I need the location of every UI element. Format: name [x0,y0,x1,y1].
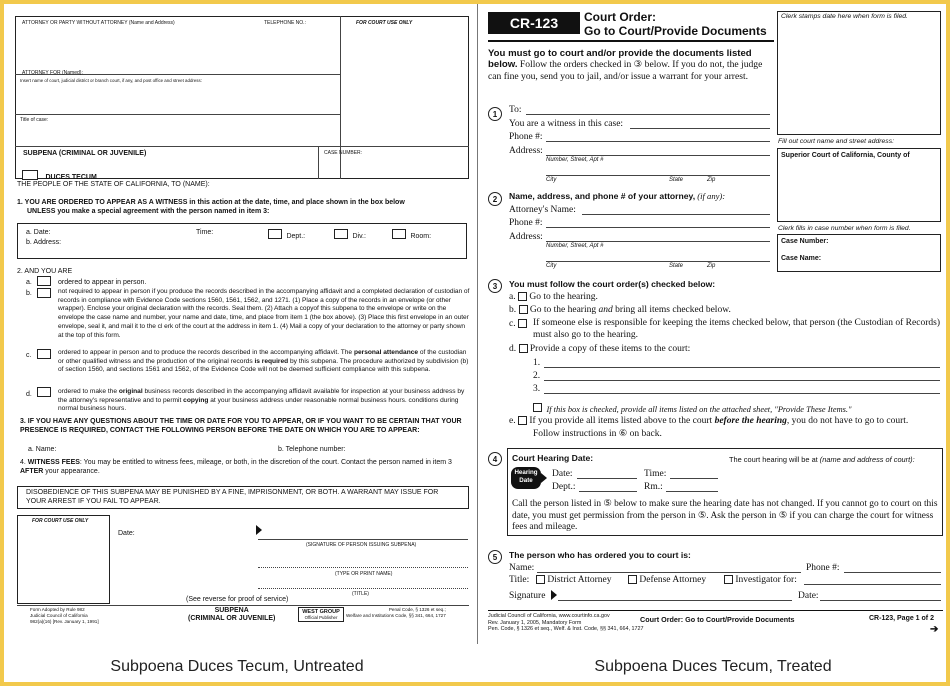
attorney-for-label: ATTORNEY FOR (Named): [22,70,83,76]
item-2-label: 2. [533,371,541,381]
zip-hint-1: Zip [707,177,716,183]
dept-box[interactable] [268,229,282,239]
order-d: d. Provide a copy of these items to the court: [509,344,691,354]
phone-label-1: Phone #: [509,132,543,142]
signature-arrow-right [551,590,557,600]
order-d-checkbox[interactable] [519,344,528,353]
item-3-label: 3. [533,384,541,394]
treated-subpoena-form [480,4,946,638]
item2b-checkbox[interactable] [37,288,51,298]
clerk-stamp-box [777,11,941,135]
section4-number: 4 [488,449,502,467]
title-caption: (TITLE) [352,591,369,597]
right-footer-page: CR-123, Page 1 of 2 [869,615,934,622]
item-1-label: 1. [533,358,541,368]
clerk-stamp-label: Clerk stamps date here when form is filed. [781,13,908,20]
case-name-label: Case Name: [781,255,822,262]
item1-line-b: UNLESS you make a special agreement with the person named in item 3: [27,208,270,215]
item3-phone-label: b. Telephone number: [278,446,346,453]
title-label: Title: [509,575,530,585]
court-address-box [777,148,941,222]
item2c-letter: c. [26,352,32,359]
duces-tecum-label: DUCES TECUM [45,174,97,181]
dept-field [268,225,305,243]
hearing-date-label: Date: [552,469,573,479]
attach-note: If this box is checked, provide all items listed on the attached sheet, "Provide These Items." [533,399,852,417]
div-field [334,225,366,243]
item2d-letter: d. [26,391,32,398]
order-c-letter: c. [509,319,527,329]
address-label-2: Address: [509,232,543,242]
district-attorney-checkbox[interactable] [536,575,545,584]
hearing-time-label: Time: [644,469,667,479]
order-a-checkbox[interactable] [518,292,527,301]
signature-arrow [256,525,262,535]
left-footer-title: SUBPENA (CRIMINAL OR JUVENILE) [188,607,276,622]
attorney-section-title: Name, address, and phone # of your attorney, (if any): [509,191,726,201]
document-sheet [4,4,946,682]
investigator-option: Investigator for: [724,575,797,585]
item3-name-label: a. Name: [28,446,57,453]
panel-divider [477,4,478,644]
hearing-call-instructions: Call the person listed in ⑤ below to make sure the hearing date has not changed. If you cannot go to court on this date, you must get permission from the person in ⑤. Ask the person in ⑤ if you can charge the court for witness fees and mileage. [512,499,938,532]
city-hint-1: City [546,177,557,183]
item2c-text: ordered to appear in person and to produce the records described in the accompanying affidavit. The personal attendance of the custodian or other qualified witness and the production of the original records is required by this subpena. The procedure authorized by subdivision (b) of section 1560, and sections 1561 and 1562, of the Evidence Code will not be deemed sufficient compliance with this subpena. [58,349,469,374]
address-label-1: Address: [509,146,543,156]
attorney-label: ATTORNEY OR PARTY WITHOUT ATTORNEY (Name and Address) [22,20,175,26]
superior-court-label: Superior Court of California, County of [781,152,910,159]
order-e-followup: Follow instructions in ⑥ on back. [533,429,662,439]
zip-hint-2: Zip [707,263,716,269]
official-publisher-text: Official Publisher [304,615,338,620]
item2d-text: ordered to make the original business records described in the accompanying affidavit available for inspection at your business address by the attorney's representative and to permit copying at your business address under reasonable normal business hours. conditions during normal business hours. [58,388,465,413]
signature-caption: (SIGNATURE OF PERSON ISSUING SUBPENA) [306,542,417,548]
duces-tecum-checkbox[interactable] [22,170,38,180]
west-group-logo [298,607,344,622]
item2a-checkbox[interactable] [37,276,51,286]
attorney-name-label: Attorney's Name: [509,205,576,215]
section5-number: 5 [488,547,502,565]
to-label: To: [509,105,522,115]
order-c-checkbox[interactable] [518,319,527,328]
untreated-subpoena-form [8,4,474,638]
item2a-letter: a. [26,279,32,286]
order-e: e. If you provide all items listed above to the court before the hearing, you do not have to go to court. [509,416,909,426]
form-number-badge: CR-123 [488,12,580,34]
section1-number: 1 [488,104,502,122]
order-e-checkbox[interactable] [518,416,527,425]
item2c-checkbox[interactable] [37,349,51,359]
order-b-checkbox[interactable] [519,305,528,314]
state-hint-1: State [669,177,684,183]
section3-number: 3 [488,276,502,294]
street-hint-2: Number, Street, Apt # [546,243,604,249]
order-c-text: If someone else is responsible for keeping the items checked below, that person (the Custodian of Records) must also go to the hearing. [533,318,940,340]
disobedience-text: DISOBEDIENCE OF THIS SUBPENA MAY BE PUNISHED BY A FINE, IMPRISONMENT, OR BOTH. A WARRANT MAY ISSUE FOR YOUR ARREST IF YOU FAIL TO APPEAR. [26,489,439,505]
next-page-arrow-icon: ➔ [930,624,939,635]
ordering-name-label: Name: [509,563,535,573]
defense-attorney-checkbox[interactable] [628,575,637,584]
investigator-checkbox[interactable] [724,575,733,584]
div-box[interactable] [334,229,348,239]
address-label: b. Address: [26,239,62,246]
case-number-label: CASE NUMBER: [324,150,363,156]
section2-number: 2 [488,189,502,207]
order-b: b. Go to the hearing and bring all items checked below. [509,305,731,315]
div-label: Div.: [352,233,366,240]
left-footer-adoption: Form Adopted by Rule 982 Judicial Council of California 982(a)(16) [Rev. January 1, 1991] [30,607,99,624]
telephone-label: TELEPHONE NO.: [264,20,306,26]
fill-court-label: Fill out court name and street address: [778,138,894,145]
attach-checkbox[interactable] [533,403,542,412]
item2a-text: ordered to appear in person. [58,279,147,286]
state-hint-2: State [669,263,684,269]
room-field [392,225,431,243]
signature-label: Signature [509,591,546,601]
room-label: Room: [410,233,432,240]
phone-label-2: Phone #: [509,218,543,228]
court-use-only-box-label: FOR COURT USE ONLY [32,518,89,524]
ordering-person-title: The person who has ordered you to court is: [509,550,691,560]
city-hint-2: City [546,263,557,269]
court-use-only-label: FOR COURT USE ONLY [356,20,413,26]
hearing-location-label: The court hearing will be at (name and address of court): [729,455,915,464]
orders-title: You must follow the court order(s) checked below: [509,279,716,289]
street-hint-1: Number, Street, Apt # [546,157,604,163]
item2b-text: not required to appear in person if you produce the records described in the accompanying affidavit and a completed declaration of custodian of records in compliance with Evidence Code sections 1560, 1561, 1562, and 1271. (1) Place a copy of the records in an envelope (or other wrapper). Enclose your original declaration with the records. Seal them. (2) Attach a copyof this subpena to the envelope or write on the envelope the case name and number, your name and date, time, and place from item 1 (the box above). (3) Place this first envelope in an outer envelope, seal it, and mail it to the cl erk of the court at the address in item 1. (4) Mail a copy of your declaration to the attorney or party shown at the top of this form. [58,288,470,339]
subpena-title: SUBPENA (CRIMINAL OR JUVENILE) [23,150,147,157]
court-name-label: Insert name of court, judicial district or branch court, if any, and post office and street address: [20,78,202,83]
left-footer-codes: Penal Code, § 1326 et seq.; Welfare and Institutions Code, §§ 341, 664, 1727 [346,607,446,618]
witness-label: You are a witness in this case: [509,119,624,129]
room-box[interactable] [392,229,406,239]
left-caption: Subpoena Duces Tecum, Untreated [110,658,364,675]
issue-date-label: Date: [118,530,135,537]
type-print-caption: (TYPE OR PRINT NAME) [335,571,393,577]
people-line: THE PEOPLE OF THE STATE OF CALIFORNIA, TO (NAME): [17,181,210,188]
ordering-phone-label: Phone #: [806,563,840,573]
dept-label: Dept.: [286,233,306,240]
order-a: a. Go to the hearing. [509,292,598,302]
signature-date-label: Date: [798,591,819,601]
right-footer-title: Court Order: Go to Court/Provide Documents [640,615,795,624]
title-of-case-label: Title of case: [20,117,49,123]
order-title-line1: Court Order: [584,10,656,24]
item3-text: 3. IF YOU HAVE ANY QUESTIONS ABOUT THE TIME OR DATE FOR YOU TO APPEAR, OR IF YOU WANT TO BE CERTAIN THAT YOUR PRESENCE IS REQUIRED, CONTACT THE FOLLOWING PERSON BEFORE THE DATE ON WHICH YOU ARE TO APPEAR: [20,418,462,434]
item1-line-a: 1. YOU ARE ORDERED TO APPEAR AS A WITNESS in this action at the date, time, and place shown in the box below [17,199,405,206]
item4-text: 4. WITNESS FEES: You may be entitled to witness fees, mileage, or both, in the discretion of the court. Contact the person named in item 3 AFTER your appearance. [20,459,452,475]
hearing-badge-arrow [541,473,547,483]
west-group-text: WEST GROUP [302,609,340,615]
hearing-dept-label: Dept.: [552,482,576,492]
clerk-fills-label: Clerk fills in case number when form is filed. [778,225,911,232]
intro-warning: You must go to court and/or provide the documents listed below. Follow the orders checked in ③ below. If you do not, the judge can fine you, send you to jail, and/or issue a warrant for your arrest. [488,48,763,82]
hearing-date-badge: Hearing Date [511,467,541,489]
item2b-letter: b. [26,290,32,297]
see-reverse-note: (See reverse for proof of service) [186,596,289,603]
date-label: a. Date: [26,229,51,236]
hearing-room-label: Rm.: [644,482,663,492]
time-label: Time: [196,229,214,236]
order-title-line2: Go to Court/Provide Documents [584,24,767,38]
item2d-checkbox[interactable] [37,387,51,397]
defense-attorney-option: Defense Attorney [628,575,706,585]
right-caption: Subpoena Duces Tecum, Treated [594,658,832,675]
right-footer-left: Judicial Council of California, www.courtinfo.ca.gov Rev. January 1, 2005, Mandatory Form Pen. Code, § 1326 et seq., Welf. & Inst. Code, §§ 341, 664, 1727 [488,613,644,633]
district-attorney-option: District Attorney [536,575,612,585]
item2-heading: 2. AND YOU ARE [17,268,73,275]
case-number-label: Case Number: [781,238,829,245]
court-use-only-box [17,515,110,604]
hearing-title: Court Hearing Date: [512,453,594,463]
